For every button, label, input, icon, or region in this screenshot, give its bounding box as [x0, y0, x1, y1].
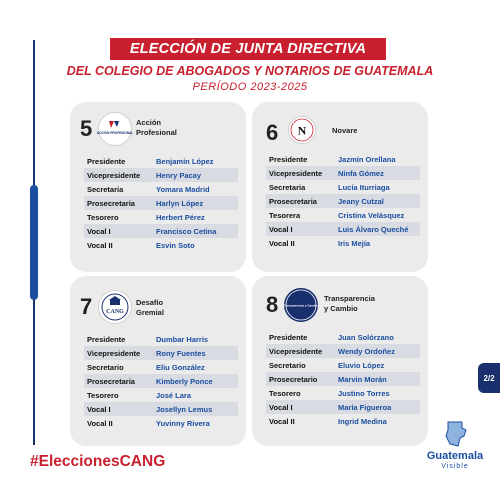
slate-number: 5 [80, 116, 93, 141]
brand-sub: Visible [441, 463, 469, 470]
member-row: Prosecretaria Kimberly Ponce [84, 374, 238, 388]
member-row: Presidente Dumbar Harris [87, 334, 209, 344]
slate-card-7 [70, 276, 246, 446]
logo-text: Transparencia y Cambio [283, 303, 319, 308]
party-name: Transparencia y Cambio [324, 294, 375, 313]
accion-profesional-logo [98, 112, 132, 146]
member-row: Presidente Juan Solórzano [269, 332, 394, 342]
member-row: Vicepresidente Ninfa Gómez [266, 166, 420, 180]
logo-text: N [297, 123, 307, 138]
member-row: Vocal II Yuvinny Rivera [87, 418, 210, 428]
period-label: PERÍODO 2023-2025 [192, 81, 308, 93]
member-row: Secretaria Lucía Iturriaga [269, 182, 390, 192]
logo-text: CANG [106, 309, 124, 315]
page-subtitle: DEL COLEGIO DE ABOGADOS Y NOTARIOS DE GUATEMALA [66, 64, 434, 78]
party-name: Novare [332, 126, 358, 135]
members-list [84, 154, 238, 252]
member-row: Vocal I Francisco Cetina [84, 224, 238, 238]
guatemala-visible-logo [420, 418, 490, 478]
member-row: Vocal II Iris Mejía [269, 238, 371, 248]
members-list [266, 330, 420, 428]
slate-card-6 [252, 102, 428, 272]
logo-text: ACCIÓN PROFESIONAL [96, 131, 134, 135]
page-title: ELECCIÓN DE JUNTA DIRECTIVA [110, 38, 386, 60]
cang-logo [98, 290, 132, 324]
member-row: Presidente Benjamín López [87, 156, 214, 166]
page-indicator: 2/2 [478, 363, 500, 393]
party-name: Desafío Gremial [136, 298, 164, 317]
member-row: Secretaria Yomara Madrid [87, 184, 210, 194]
slate-card-8 [252, 276, 428, 446]
guatemala-map-icon [444, 420, 468, 450]
transparencia-logo [284, 288, 318, 322]
left-decorative-bar [30, 185, 38, 300]
members-list [266, 152, 420, 250]
slate-number: 8 [266, 292, 279, 317]
member-row: Prosecretaria Jeany Cutzal [266, 194, 420, 208]
brand-name: Guatemala [426, 450, 484, 462]
member-row: Vocal II Esvin Soto [87, 240, 195, 250]
member-row: Secretario Eliu González [87, 362, 205, 372]
member-row: Vocal I Josellyn Lemus [84, 402, 238, 416]
member-row: Vicepresidente Henry Pacay [84, 168, 238, 182]
member-row: Vicepresidente Wendy Ordoñez [266, 344, 420, 358]
member-row: Prosecretario Marvin Morán [266, 372, 420, 386]
member-row: Vocal I María Figueroa [266, 400, 420, 414]
member-row: Presidente Jazmín Orellana [269, 154, 396, 164]
novare-logo [288, 116, 316, 144]
party-name: Acción Profesional [136, 118, 177, 137]
member-row: Tesorera Cristina Velásquez [269, 210, 405, 220]
member-row: Tesorero Justino Torres [269, 388, 390, 398]
slate-number: 7 [80, 294, 93, 319]
slate-number: 6 [266, 120, 279, 145]
hashtag: #EleccionesCANG [30, 453, 166, 470]
member-row: Tesorero Herbert Pérez [87, 212, 205, 222]
slate-card-5 [70, 102, 246, 272]
member-row: Vocal II Ingrid Medina [269, 416, 387, 426]
member-row: Prosecretaria Harlyn López [84, 196, 238, 210]
member-row: Tesorero José Lara [87, 390, 192, 400]
members-list [84, 332, 238, 430]
member-row: Vocal I Luis Álvaro Queché [266, 222, 420, 236]
member-row: Secretario Eluvio López [269, 360, 385, 370]
member-row: Vicepresidente Rony Fuentes [84, 346, 238, 360]
